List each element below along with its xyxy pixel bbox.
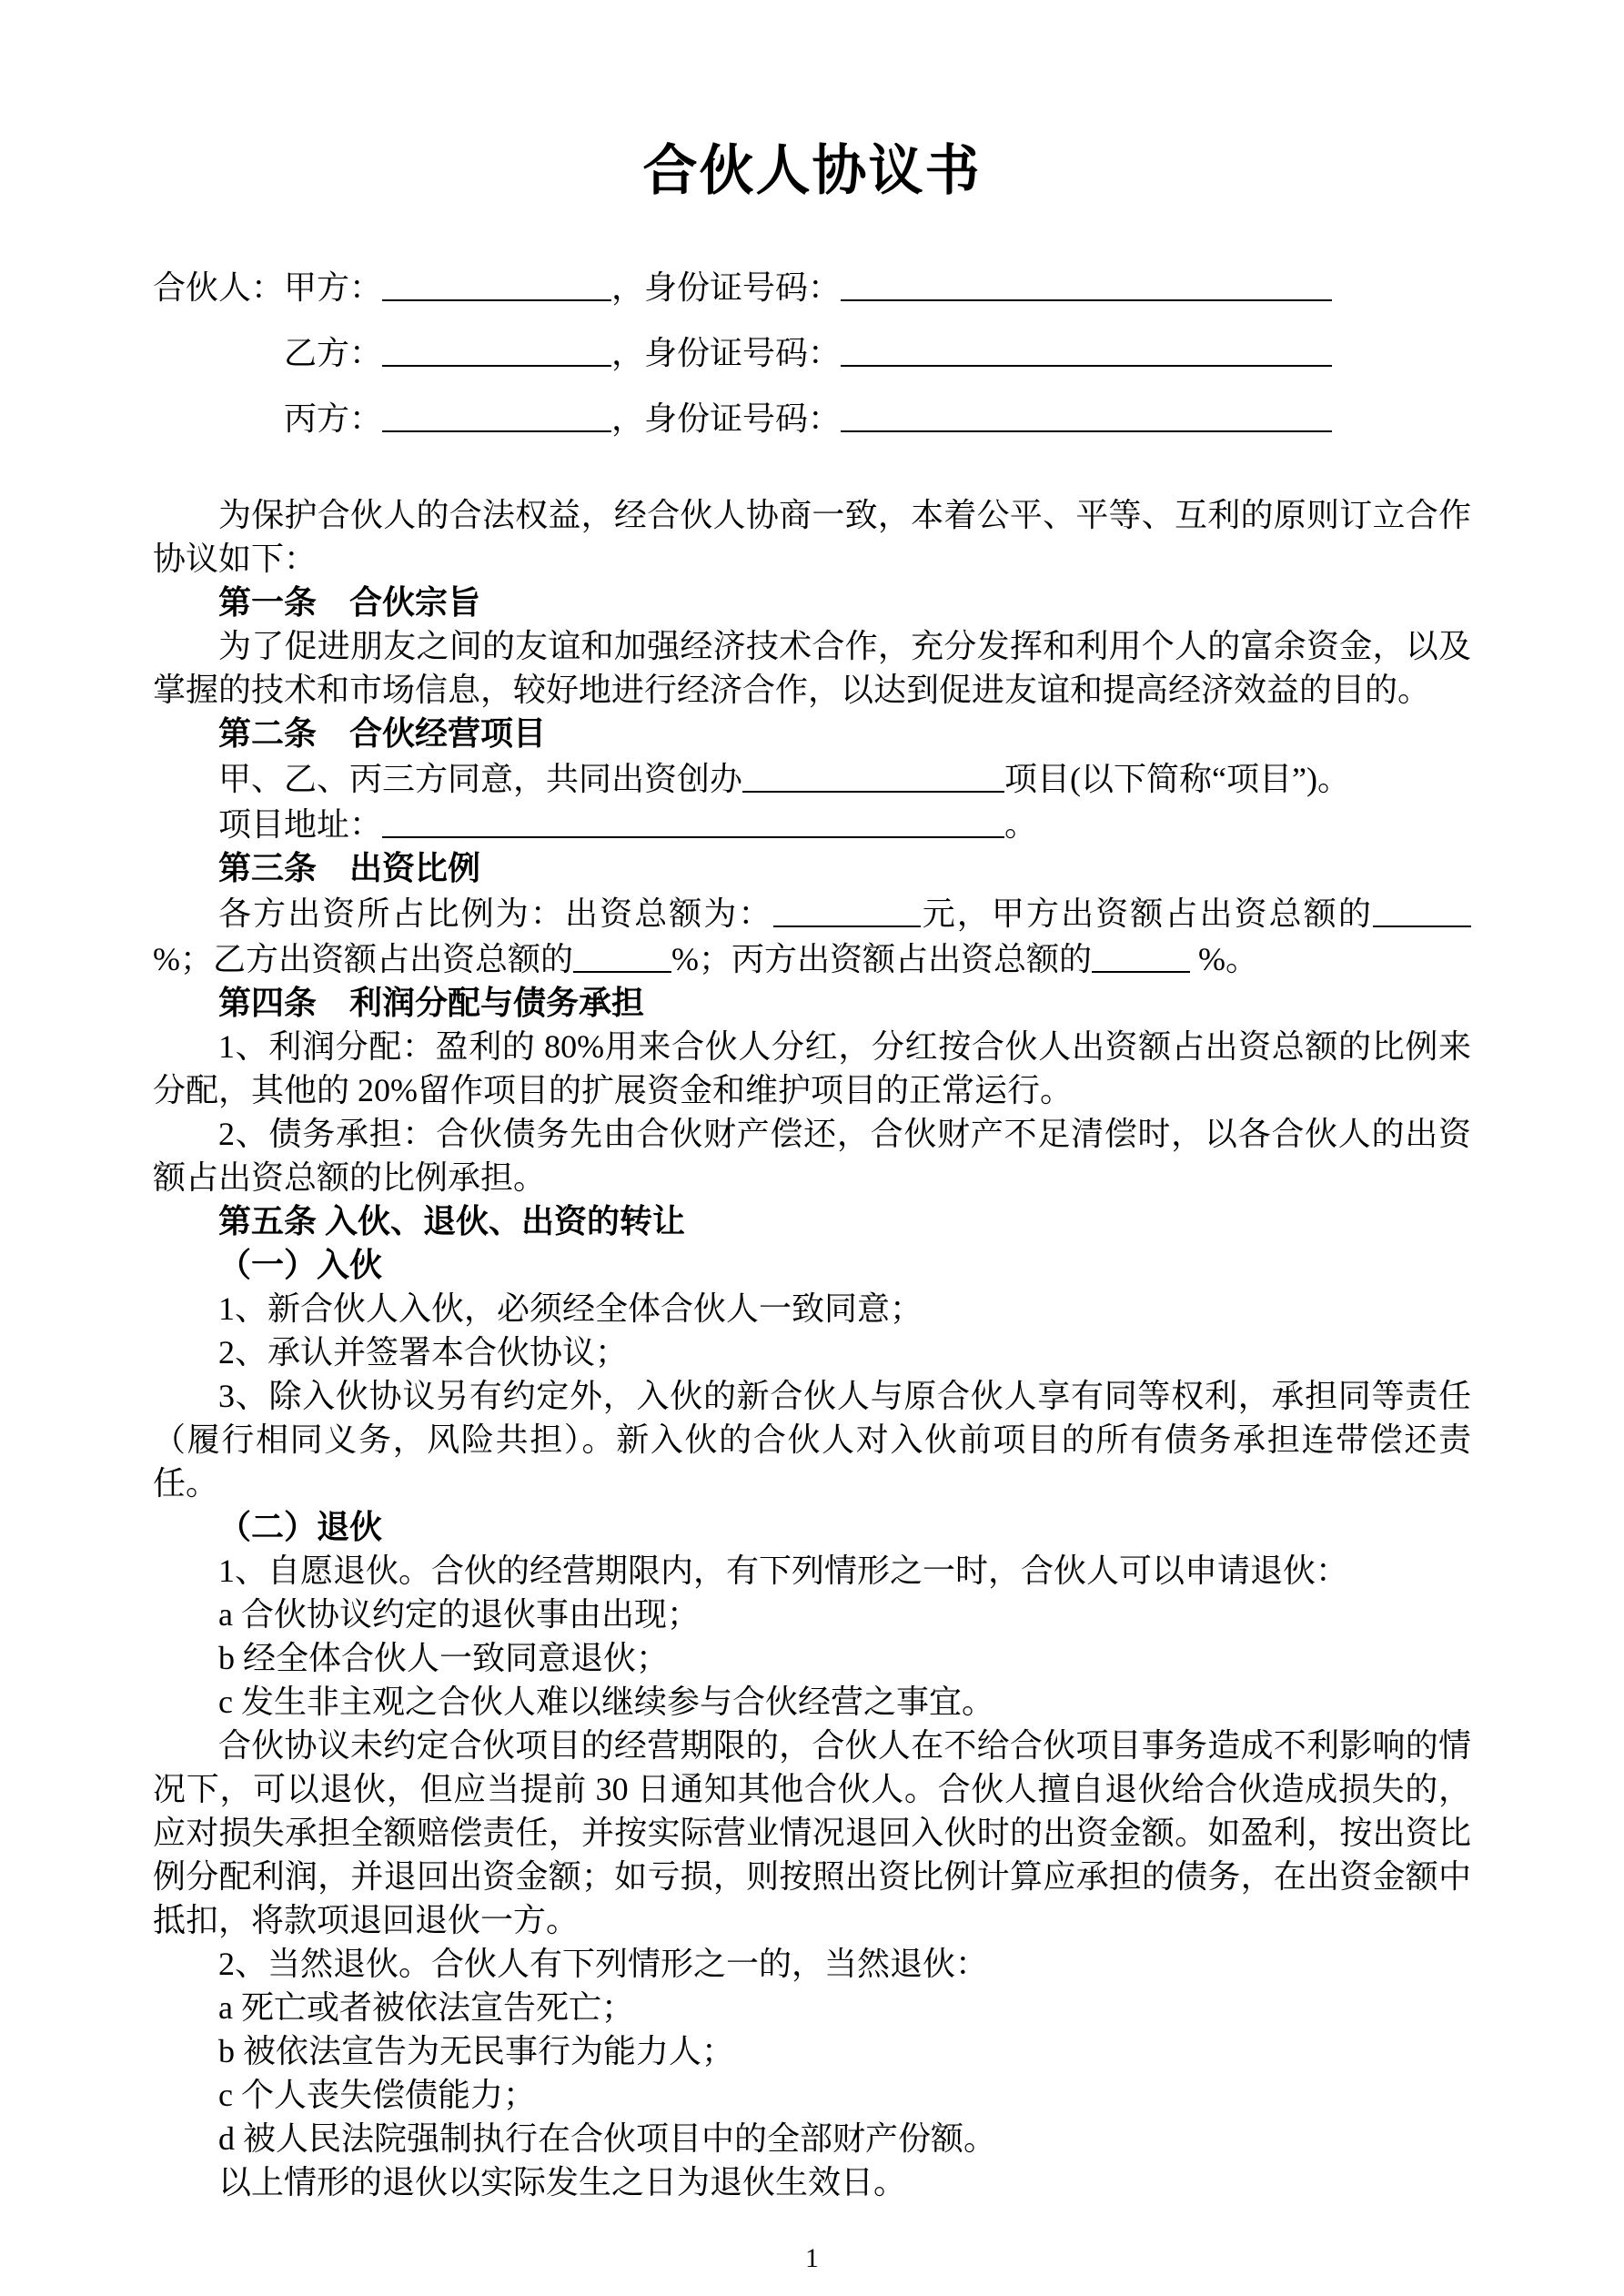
paragraph: 甲、乙、丙三方同意，共同出资创办 项目(以下简称“项目”)。 [153,755,1471,801]
paragraph: 2、承认并签署本合伙协议； [218,1334,629,1371]
paragraph: 为了促进朋友之间的友谊和加强经济技术合作，充分发挥和利用个人的富余资金，以及掌握的技术和市场信息，较好地进行经济合作，以达到促进友谊和提高经济效益的目的。 [153,628,1471,708]
section-heading: 第一条 合伙宗旨 [218,584,481,621]
paragraph: d 被人民法院强制执行在合伙项目中的全部财产份额。 [218,2120,997,2157]
paragraph: 2、债务承担：合伙债务先由合伙财产偿还，合伙财产不足清偿时，以各合伙人的出资额占出资总额的比例承担。 [153,1116,1471,1196]
party-row: 合伙人：甲方： ，身份证号码： [153,264,1471,309]
paragraph: c 个人丧失偿债能力； [218,2077,536,2113]
party-block [153,264,1471,440]
paragraph: 项目地址： 。 [153,801,1471,846]
blank-line [382,398,611,432]
blank-line [382,332,611,367]
paragraph: 1、利润分配：盈利的 80%用来合伙人分红，分红按合伙人出资额占出资总额的比例来分配，其他的 20%留作项目的扩展资金和维护项目的正常运行。 [153,1028,1471,1108]
paragraph: 1、自愿退伙。合伙的经营期限内，有下列情形之一时，合伙人可以申请退伙： [218,1553,1349,1589]
section-heading: 第五条 入伙、退伙、出资的转让 [218,1203,686,1239]
paragraph: 合伙协议未约定合伙项目的经营期限的，合伙人在不给合伙项目事务造成不利影响的情况下，可以退伙，但应当提前 30 日通知其他合伙人。合伙人擅自退伙给合伙造成损失的，应对损失承担全额赔偿责任，并按实际营业情况退回入伙时的出资金额。如盈利，按出资比例分配利润，并退回出资金额；如亏损，则按照出资比例计算应承担的债务，在出资金额中抵扣，将款项退回退伙一方。 [153,1727,1471,1938]
sub-heading: （一）入伙 [218,1247,383,1283]
paragraph: b 被依法宣告为无民事行为能力人； [218,2033,735,2069]
sub-heading: （二）退伙 [218,1509,383,1545]
blank-line [1373,893,1471,927]
page-number: 1 [805,2243,819,2273]
paragraph: 3、除入伙协议另有约定外，入伙的新合伙人与原合伙人享有同等权利，承担同等责任（履行相同义务，风险共担）。新入伙的合伙人对入伙前项目的所有债务承担连带偿还责任。 [153,1378,1471,1502]
paragraph: 1、新合伙人入伙，必须经全体合伙人一致同意； [218,1290,923,1327]
paragraph: 2、当然退伙。合伙人有下列情形之一的，当然退伙： [218,1946,989,1982]
section-heading: 第三条 出资比例 [218,850,481,886]
blank-line [841,267,1332,301]
paragraph: 各方出资所占比例为：出资总额为： 元，甲方出资额占出资总额的%；乙方出资额占出资总额的 %；丙方出资额占出资总额的 %。 [153,890,1471,981]
paragraph: a 合伙协议约定的退伙事由出现； [218,1596,700,1633]
party-row: 丙方： ，身份证号码： [153,395,1471,440]
section-heading: 第二条 合伙经营项目 [218,715,547,752]
section-heading: 第四条 利润分配与债务承担 [218,985,645,1021]
paragraph: b 经全体合伙人一致同意退伙； [218,1640,670,1676]
paragraph: 为保护合伙人的合法权益，经合伙人协商一致，本着公平、平等、互利的原则订立合作协议如下： [153,497,1471,577]
blank-line [841,332,1332,367]
document-body [153,493,1471,2204]
paragraph: c 发生非主观之合伙人难以继续参与合伙经营之事宜。 [218,1684,994,1720]
blank-line [742,758,1004,793]
blank-line [573,938,671,973]
blank-line [382,267,611,301]
document-title: 合伙人协议书 [642,141,982,201]
blank-line [382,804,1004,838]
blank-line [841,398,1332,432]
blank-line [1092,938,1190,973]
blank-line [773,893,921,927]
party-row: 乙方： ，身份证号码： [153,329,1471,375]
paragraph: a 死亡或者被依法宣告死亡； [218,1989,634,2026]
paragraph: 以上情形的退伙以实际发生之日为退伙生效日。 [218,2164,907,2200]
